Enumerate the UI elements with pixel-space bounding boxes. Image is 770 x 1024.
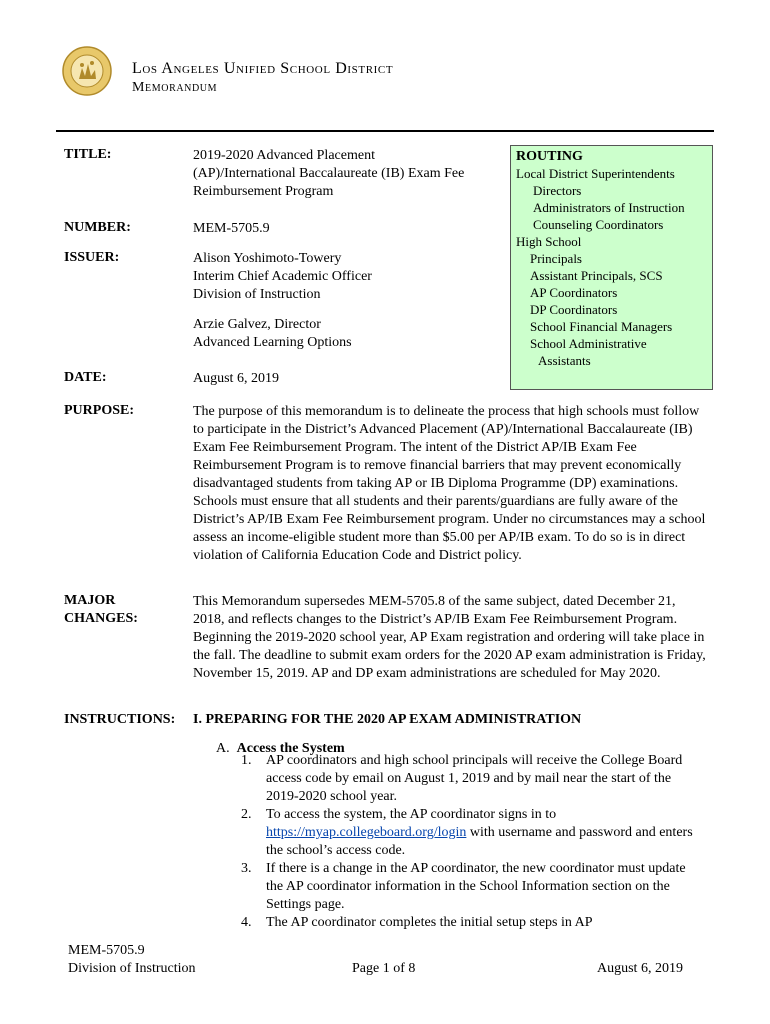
list-item: [241, 914, 701, 932]
footer-doc-number: MEM-5705.9: [68, 943, 145, 958]
district-seal-logo: [62, 46, 112, 96]
purpose-text: The purpose of this memorandum is to delineate the process that high schools must follow to participate in the District’s Advanced Placement (AP)/International Baccalaureate (IB) Exam Fee Reimbursement Program. The intent of the District AP/IB Exam Fee Reimbursement Program is to remove financial barriers that may prevent economically disadvantaged students from taking AP or IB Diploma Programme (DP) examinations. Schools must ensure that all students and their parents/guardians are fully aware of the District’s AP/IB Exam Fee Reimbursement program. Under no circumstances may a school assess an income-eligible student more than $5.00 per AP/IB exam. To do so is in direct violation of California Education Code and District policy.: [193, 404, 706, 563]
number-label: NUMBER:: [64, 220, 131, 235]
step-number: 1.: [241, 753, 252, 768]
routing-line: DP Coordinators: [530, 302, 618, 317]
list-item: [241, 806, 701, 860]
issuer-line: Division of Instruction: [193, 287, 321, 302]
number-value: MEM-5705.9: [193, 221, 270, 236]
routing-line: AP Coordinators: [530, 285, 618, 300]
step-number: 3.: [241, 861, 252, 876]
step-text: To access the system, the AP coordinator signs in to: [266, 807, 557, 822]
step-text: If there is a change in the AP coordinator, the new coordinator must update the AP coordinator information in the School Information section on the Settings page.: [266, 861, 686, 912]
step-text: AP coordinators and high school principals will receive the College Board access code by email on August 1, 2019 and by mail near the start of the 2019-2020 school year.: [266, 753, 683, 804]
purpose-label: PURPOSE:: [64, 403, 134, 418]
title-line: 2019-2020 Advanced Placement: [193, 148, 375, 163]
step-text: with username and password and enters the school’s access code.: [266, 825, 693, 858]
major-label-2: CHANGES:: [64, 611, 138, 626]
issuer-line: Alison Yoshimoto-Towery: [193, 251, 342, 266]
subsection-title: Access the System: [236, 741, 345, 756]
title-label: TITLE:: [64, 147, 112, 162]
subsection-letter: A.: [216, 741, 230, 756]
steps-list: [241, 752, 701, 932]
issuer-line: Interim Chief Academic Officer: [193, 269, 372, 284]
step-number: 2.: [241, 807, 252, 822]
routing-line: Principals: [530, 251, 582, 266]
issuer-line: Arzie Galvez, Director: [193, 317, 321, 332]
routing-line: Counseling Coordinators: [533, 217, 664, 232]
footer-page-number: Page 1 of 8: [352, 961, 416, 976]
routing-line: Assistant Principals, SCS: [530, 268, 663, 283]
header-divider: [56, 130, 714, 132]
routing-line: Assistants: [538, 353, 591, 368]
routing-line: Local District Superintendents: [516, 166, 675, 181]
list-item: [241, 860, 701, 914]
major-changes-text: This Memorandum supersedes MEM-5705.8 of the same subject, dated December 21, 2018, and reflects changes to the District’s AP/IB Exam Fee Reimbursement Program. Beginning the 2019-2020 school year, AP Exam registration and ordering will take place in the fall. The deadline to submit exam orders for the 2020 AP exam administration is Friday, November 15, 2019. AP and DP exam administrations are scheduled for May 2020.: [193, 594, 706, 681]
routing-title: ROUTING: [516, 149, 583, 164]
issuer-block-2: [193, 316, 352, 352]
collegeboard-login-link[interactable]: https://myap.collegeboard.org/login: [266, 825, 467, 840]
title-line: Reimbursement Program: [193, 184, 334, 199]
step-text: The AP coordinator completes the initial setup steps in AP: [266, 915, 593, 930]
routing-line: Directors: [533, 183, 582, 198]
list-item: [241, 752, 701, 806]
section-heading: I. PREPARING FOR THE 2020 AP EXAM ADMINISTRATION: [193, 712, 582, 727]
routing-line: School Financial Managers: [530, 319, 673, 334]
instructions-label: INSTRUCTIONS:: [64, 712, 176, 727]
date-value: August 6, 2019: [193, 371, 279, 386]
routing-box: [510, 145, 713, 390]
step-number: 4.: [241, 915, 252, 930]
routing-line: High School: [516, 234, 582, 249]
title-line: (AP)/International Baccalaureate (IB) Exam Fee: [193, 166, 465, 181]
footer-date: August 6, 2019: [597, 961, 683, 976]
issuer-label: ISSUER:: [64, 250, 120, 265]
footer-division: Division of Instruction: [68, 961, 196, 976]
routing-line: School Administrative: [530, 336, 647, 351]
title-value: [193, 147, 503, 201]
doc-type: Memorandum: [132, 80, 218, 95]
org-name: Los Angeles Unified School District: [132, 60, 394, 77]
issuer-line: Advanced Learning Options: [193, 335, 352, 350]
routing-line: Administrators of Instruction: [533, 200, 685, 215]
date-label: DATE:: [64, 370, 107, 385]
issuer-block: [193, 250, 372, 304]
major-label-1: MAJOR: [64, 593, 116, 608]
